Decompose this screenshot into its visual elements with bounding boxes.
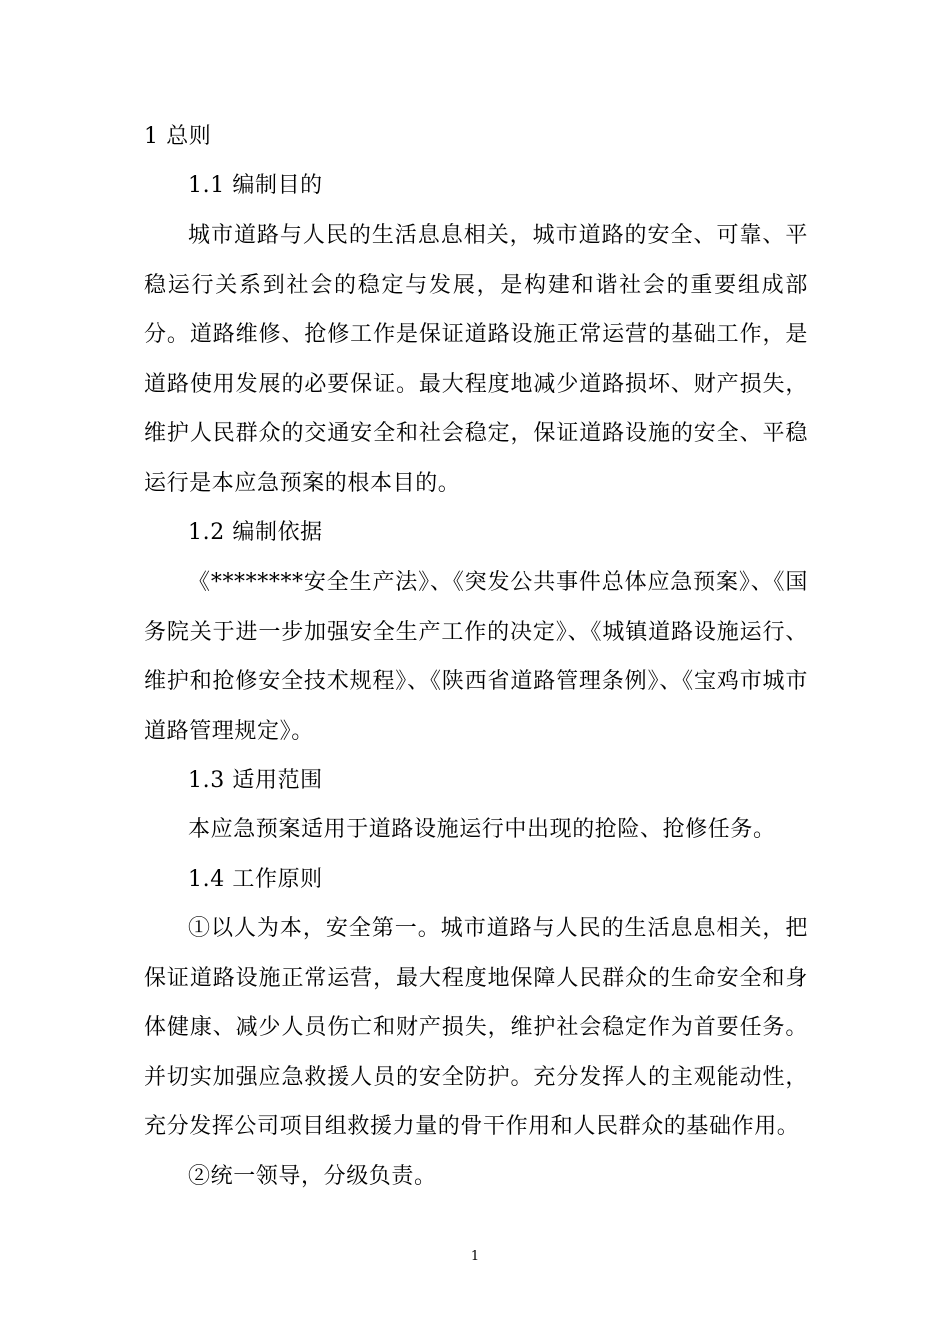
paragraph-principle-1: ①以人为本，安全第一。城市道路与人民的生活息息相关，把保证道路设施正常运营，最大程度地保障人民群众的生命安全和身体健康、减少人员伤亡和财产损失，维护社会稳定作为首要任务。并切实加强应急救援人员的安全防护。充分发挥人的主观能动性，充分发挥公司项目组救援力量的骨干作用和人民群众的基础作用。 <box>144 916 808 1139</box>
subheading-purpose: 1.1 编制目的 <box>188 173 323 198</box>
paragraph-principle-2: ②统一领导，分级负责。 <box>188 1164 437 1189</box>
page-number: 1 <box>470 1249 480 1264</box>
paragraph-basis: 《********安全生产法》、《突发公共事件总体应急预案》、《国务院关于进一步加强安全生产工作的决定》、《城镇道路设施运行、维护和抢修安全技术规程》、《陕西省道路管理条例》、《宝鸡市城市道路管理规定》。 <box>144 570 808 744</box>
subheading-principles: 1.4 工作原则 <box>188 867 323 892</box>
subheading-basis: 1.2 编制依据 <box>188 520 323 545</box>
paragraph-scope: 本应急预案适用于道路设施运行中出现的抢险、抢修任务。 <box>188 817 776 842</box>
paragraph-purpose: 城市道路与人民的生活息息相关，城市道路的安全、可靠、平稳运行关系到社会的稳定与发展，是构建和谐社会的重要组成部分。道路维修、抢修工作是保证道路设施正常运营的基础工作，是道路使用发展的必要保证。最大程度地减少道路损坏、财产损失，维护人民群众的交通安全和社会稳定，保证道路设施的安全、平稳运行是本应急预案的根本目的。 <box>144 223 808 496</box>
subheading-scope: 1.3 适用范围 <box>188 768 323 793</box>
section-heading-general: 1 总则 <box>144 124 212 149</box>
